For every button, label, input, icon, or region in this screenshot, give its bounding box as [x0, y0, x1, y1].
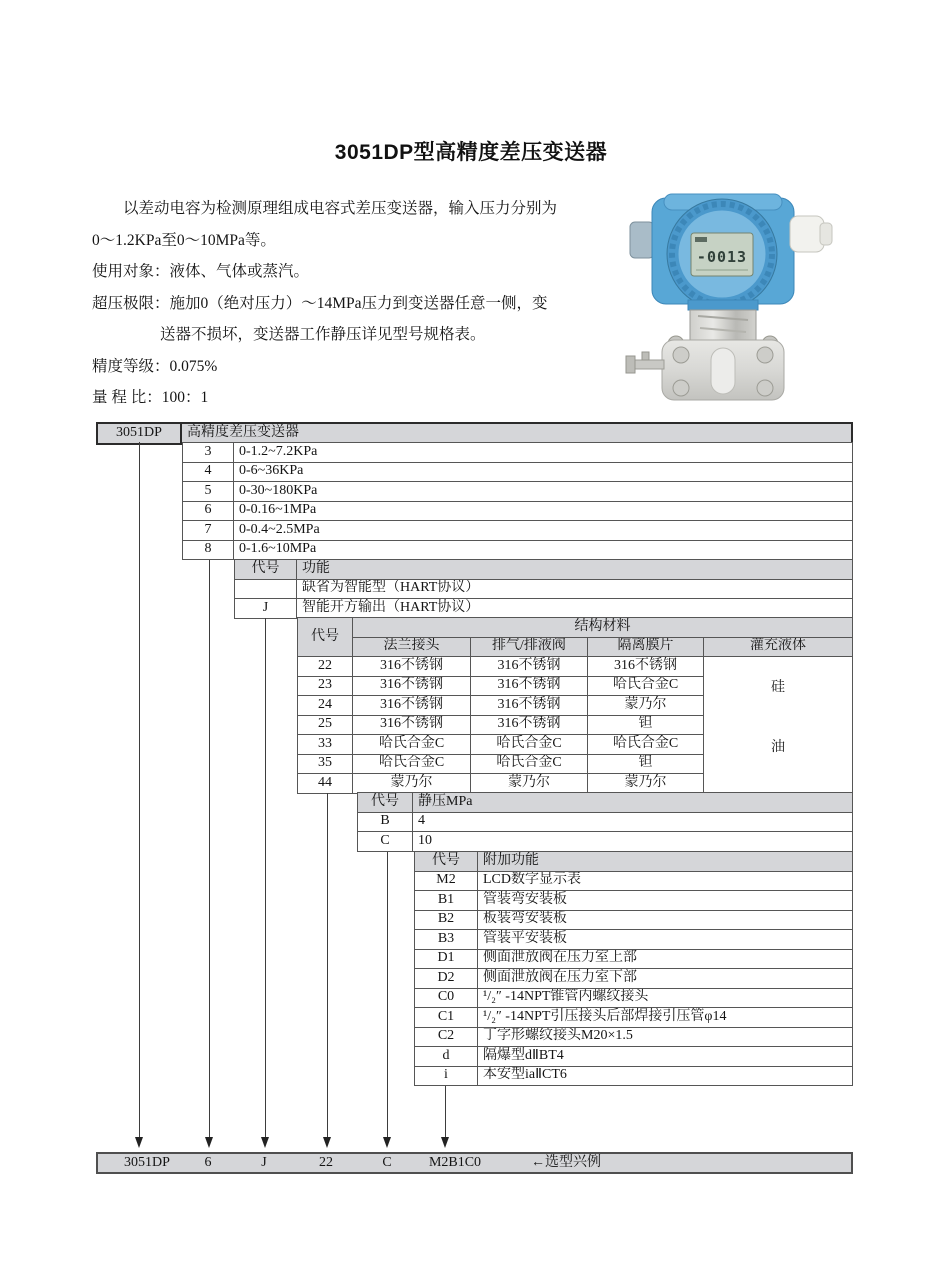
value-cell: 钽 [588, 715, 704, 735]
table-row [415, 1047, 853, 1067]
connector-line-material [327, 793, 328, 1137]
code-cell: 7 [183, 521, 234, 541]
value-cell: 4 [413, 812, 853, 832]
model-row [97, 423, 852, 444]
cable-gland [790, 216, 832, 252]
value-cell: 0-1.2~7.2KPa [234, 443, 853, 463]
table-row [183, 501, 853, 521]
table-row [183, 540, 853, 560]
table-row [298, 657, 853, 677]
value-cell: 蒙乃尔 [588, 696, 704, 716]
code-cell: J [235, 599, 297, 619]
code-cell: 23 [298, 676, 353, 696]
range-table [182, 442, 853, 560]
value-cell: 哈氏合金C [588, 676, 704, 696]
down-arrow-icon [261, 1137, 269, 1148]
code-cell: B [358, 812, 413, 832]
example-static: C [382, 1155, 392, 1170]
code-cell: B2 [415, 910, 478, 930]
lcd-value: -0013 [696, 248, 748, 266]
selection-example-bar [96, 1152, 853, 1174]
additional-rows [415, 871, 853, 1086]
value-cell: 316不锈钢 [353, 715, 471, 735]
conduit-cap [630, 222, 654, 258]
down-arrow-icon [441, 1137, 449, 1148]
value-cell: 板装弯安装板 [478, 910, 853, 930]
connector-line-model [139, 442, 140, 1137]
value-cell: 316不锈钢 [588, 657, 704, 677]
material-group-header-row [298, 618, 853, 638]
material-table [297, 617, 853, 794]
code-cell [235, 579, 297, 599]
intro-line-6: 精度等级：0.075% [92, 357, 218, 375]
table-row [183, 521, 853, 541]
value-cell: 哈氏合金C [353, 735, 471, 755]
code-cell: 6 [183, 501, 234, 521]
example-range: 6 [204, 1155, 212, 1170]
connector-line-additional [445, 1086, 446, 1137]
value-cell: 缺省为智能型（HART协议） [297, 579, 853, 599]
static-pressure-header-row [358, 793, 853, 813]
value-cell: 哈氏合金C [471, 754, 588, 774]
down-arrow-icon [205, 1137, 213, 1148]
additional-code-header: 代号 [415, 852, 478, 872]
additional-header-row [415, 852, 853, 872]
material-col-header-flange: 法兰接头 [353, 637, 471, 657]
value-cell: 侧面泄放阀在压力室下部 [478, 969, 853, 989]
connector-line-function [265, 618, 266, 1137]
table-row [358, 832, 853, 852]
intro-line-1: 以差动电容为检测原理组成电容式差压变送器，输入压力分别为 [123, 200, 558, 217]
table-row [415, 988, 853, 1008]
example-model: 3051DP [124, 1155, 170, 1170]
table-row [415, 1008, 853, 1028]
code-cell: d [415, 1047, 478, 1067]
code-cell: i [415, 1066, 478, 1086]
code-cell: 24 [298, 696, 353, 716]
value-cell: 管装弯安装板 [478, 891, 853, 911]
table-row [183, 443, 853, 463]
code-cell: C [358, 832, 413, 852]
value-cell: 侧面泄放阀在压力室上部 [478, 949, 853, 969]
range-rows [183, 443, 853, 560]
value-cell: 蒙乃尔 [588, 774, 704, 794]
function-header-row [235, 560, 853, 580]
value-cell: 隔爆型dⅡBT4 [478, 1047, 853, 1067]
code-cell: 35 [298, 754, 353, 774]
material-rows [298, 657, 853, 794]
table-row [235, 599, 853, 619]
connector-line-range [209, 560, 210, 1137]
table-row [415, 910, 853, 930]
static-pressure-rows [358, 812, 853, 851]
material-col-header-vent: 排气/排液阀 [471, 637, 588, 657]
function-code-header: 代号 [235, 560, 297, 580]
code-cell: B1 [415, 891, 478, 911]
code-cell: M2 [415, 871, 478, 891]
value-cell: 哈氏合金C [588, 735, 704, 755]
down-arrow-icon [135, 1137, 143, 1148]
material-col-header-row [298, 637, 853, 657]
page-title: 3051DP型高精度差压变送器 [334, 141, 608, 164]
flange-slot [711, 348, 735, 394]
intro-line-5: 送器不损坏，变送器工作静压详见型号规格表。 [160, 326, 486, 343]
static-pressure-code-header: 代号 [358, 793, 413, 813]
intro-line-2: 0～1.2KPa至0～10MPa等。 [92, 231, 276, 249]
value-cell: 0-0.16~1MPa [234, 501, 853, 521]
value-cell: 丁字形螺纹接头M20×1.5 [478, 1027, 853, 1047]
value-cell: 蒙乃尔 [471, 774, 588, 794]
example-note: ←选型兴例 [531, 1155, 601, 1170]
connector-line-static [387, 852, 388, 1137]
intro-text [92, 193, 637, 414]
code-cell: D1 [415, 949, 478, 969]
table-row [415, 891, 853, 911]
fill-liquid-label: 硅 [771, 680, 785, 695]
table-row [415, 1066, 853, 1086]
value-cell: 0-0.4~2.5MPa [234, 521, 853, 541]
value-cell: 0-6~36KPa [234, 462, 853, 482]
value-cell: 316不锈钢 [471, 657, 588, 677]
value-cell: 316不锈钢 [471, 676, 588, 696]
neck-cylinder [690, 310, 756, 342]
transmitter-photo [618, 192, 880, 408]
additional-function-table [414, 851, 853, 1086]
example-additional: M2B1C0 [428, 1155, 482, 1170]
table-row [183, 462, 853, 482]
value-cell: LCD数字显示表 [478, 871, 853, 891]
code-cell: 8 [183, 540, 234, 560]
material-col-header-diaphragm: 隔离膜片 [588, 637, 704, 657]
value-cell: ¹/₂″ -14NPT引压接头后部焊接引压管φ14 [478, 1008, 853, 1028]
lcd-display [691, 233, 753, 276]
example-function: J [261, 1155, 267, 1170]
value-cell: 哈氏合金C [353, 754, 471, 774]
model-label-cell: 高精度差压变送器 [181, 423, 852, 444]
code-cell: 44 [298, 774, 353, 794]
table-row [415, 871, 853, 891]
table-row [235, 579, 853, 599]
value-cell: 钽 [588, 754, 704, 774]
code-cell: C1 [415, 1008, 478, 1028]
table-row [415, 949, 853, 969]
intro-line-4: 超压极限：施加0（绝对压力）～14MPa压力到变送器任意一侧，变 [92, 294, 548, 312]
model-code-cell: 3051DP [97, 423, 181, 444]
flange-body [662, 336, 784, 400]
value-cell: ¹/₂″ -14NPT锥管内螺纹接头 [478, 988, 853, 1008]
static-pressure-table [357, 792, 853, 852]
code-cell: D2 [415, 969, 478, 989]
value-cell: 316不锈钢 [353, 676, 471, 696]
code-cell: C2 [415, 1027, 478, 1047]
value-cell: 0-1.6~10MPa [234, 540, 853, 560]
example-material: 22 [319, 1155, 333, 1170]
table-row [415, 1027, 853, 1047]
value-cell: 316不锈钢 [471, 696, 588, 716]
value-cell: 10 [413, 832, 853, 852]
fill-liquid-cell [704, 657, 853, 794]
vent-valve [626, 352, 664, 373]
material-code-header: 代号 [298, 618, 353, 657]
table-row [415, 969, 853, 989]
additional-label-header: 附加功能 [478, 852, 853, 872]
value-cell: 316不锈钢 [471, 715, 588, 735]
value-cell: 0-30~180KPa [234, 482, 853, 502]
down-arrow-icon [323, 1137, 331, 1148]
code-cell: 5 [183, 482, 234, 502]
value-cell: 哈氏合金C [471, 735, 588, 755]
static-pressure-label-header: 静压MPa [413, 793, 853, 813]
value-cell: 管装平安装板 [478, 930, 853, 950]
down-arrow-icon [383, 1137, 391, 1148]
fill-liquid-label: 油 [771, 740, 785, 755]
code-cell: C0 [415, 988, 478, 1008]
function-rows [235, 579, 853, 618]
code-cell: 33 [298, 735, 353, 755]
code-cell: 3 [183, 443, 234, 463]
table-row [358, 812, 853, 832]
table-row [183, 482, 853, 502]
table-row [415, 930, 853, 950]
material-col-header-fill: 灌充液体 [704, 637, 853, 657]
code-cell: 4 [183, 462, 234, 482]
intro-line-7: 量 程 比：100：1 [92, 389, 209, 406]
housing-chin [688, 300, 758, 310]
material-group-header: 结构材料 [353, 618, 853, 638]
code-cell: B3 [415, 930, 478, 950]
code-cell: 22 [298, 657, 353, 677]
intro-line-3: 使用对象：液体、气体或蒸汽。 [92, 263, 310, 280]
value-cell: 本安型iaⅡCT6 [478, 1066, 853, 1086]
value-cell: 316不锈钢 [353, 696, 471, 716]
value-cell: 316不锈钢 [353, 657, 471, 677]
function-table [234, 559, 853, 619]
value-cell: 智能开方输出（HART协议） [297, 599, 853, 619]
value-cell: 蒙乃尔 [353, 774, 471, 794]
code-cell: 25 [298, 715, 353, 735]
function-label-header: 功能 [297, 560, 853, 580]
